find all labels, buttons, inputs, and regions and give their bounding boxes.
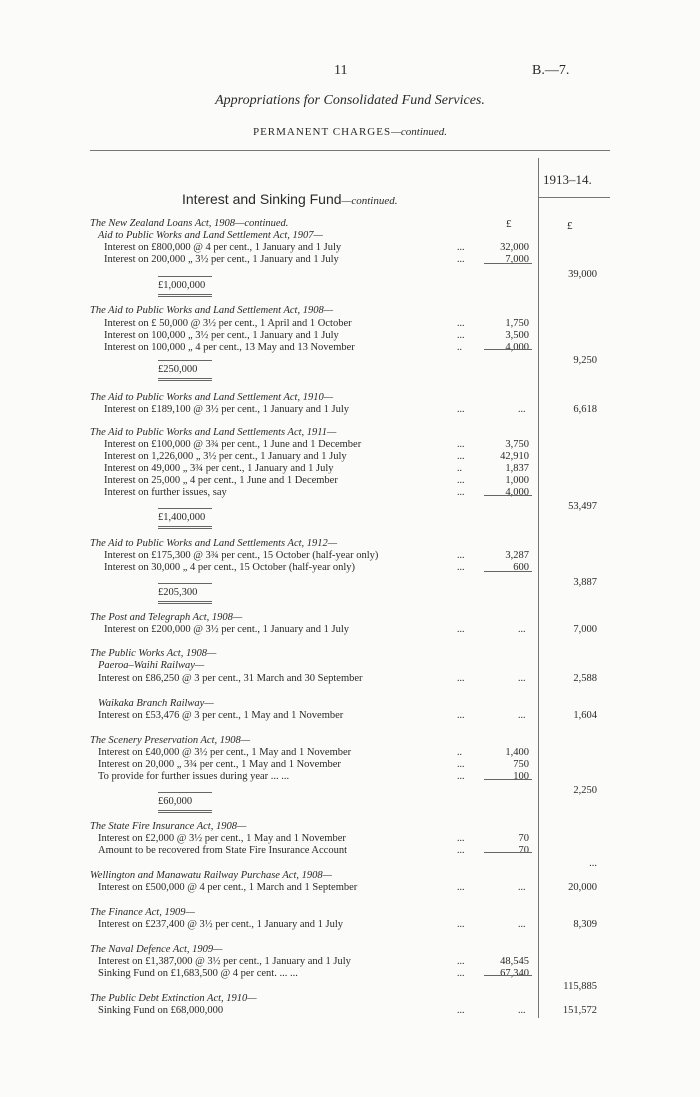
leader-dots: .. [457,342,462,353]
capital-rule-bottom [158,810,212,811]
line-item: Interest on 100,000 „ 4 per cent., 13 May and 13 November [104,342,355,353]
leader-dots: ... [457,330,465,341]
group-total: 2,250 [573,785,597,796]
amount-col1: 70 [518,845,529,856]
capital-rule-top [158,508,212,509]
amount-col2: 20,000 [568,882,597,893]
leader-dots: ... [457,624,465,635]
amount-col1: 750 [513,759,529,770]
sub-heading: Aid to Public Works and Land Settlement Act, 1907— [98,230,323,241]
line-item: Sinking Fund on £1,683,500 @ 4 per cent. ... ... [98,968,298,979]
act-heading: The Aid to Public Works and Land Settlement Act, 1910— [90,392,334,403]
section-title-main: Interest and Sinking Fund [182,191,342,207]
amount-col2: 6,618 [573,404,597,415]
amount-col1: 7,000 [505,254,529,265]
group-total: 3,887 [573,577,597,588]
act-heading: The Aid to Public Works and Land Settlements Act, 1911— [90,427,337,438]
act-heading: The Aid to Public Works and Land Settlements Act, 1912— [90,538,338,549]
line-item: Interest on 1,226,000 „ 3½ per cent., 1 January and 1 July [104,451,347,462]
line-item: Interest on £53,476 @ 3 per cent., 1 May and 1 November [98,710,344,721]
leader-dots: ... [518,710,526,721]
group-total: ... [589,858,597,869]
amount-col1: 3,750 [505,439,529,450]
amount-col2: 2,588 [573,673,597,684]
capital-total: £1,400,000 [158,512,206,523]
capital-rule-bottom [158,296,212,297]
amount-col1: 42,910 [500,451,529,462]
leader-dots: ... [457,404,465,415]
sub-heading: Waikaka Branch Railway— [98,698,214,709]
leader-dots: ... [457,771,465,782]
leader-dots: ... [457,956,465,967]
group-total: 115,885 [563,981,597,992]
amount-col1: 100 [513,771,529,782]
act-heading: The Scenery Preservation Act, 1908— [90,735,251,746]
amount-col1: 4,000 [505,342,529,353]
amount-col2: 7,000 [573,624,597,635]
capital-rule-bottom [158,294,212,295]
amount-col1: 1,400 [505,747,529,758]
act-heading: The Aid to Public Works and Land Settlement Act, 1908— [90,305,334,316]
capital-rule-top [158,792,212,793]
act-heading: The Post and Telegraph Act, 1908— [90,612,243,623]
currency-symbol-col2: £ [567,220,573,232]
line-item: Interest on further issues, say [104,487,227,498]
amount-col2: 1,604 [573,710,597,721]
leader-dots: ... [457,318,465,329]
act-heading: The Public Debt Extinction Act, 1910— [90,993,257,1004]
amount-col1: 70 [518,833,529,844]
subtotal-rule [484,495,532,496]
act-heading: The Public Works Act, 1908— [90,648,217,659]
leader-dots: ... [457,475,465,486]
leader-dots: ... [457,487,465,498]
line-item: To provide for further issues during year ... ... [98,771,290,782]
act-heading: The Finance Act, 1909— [90,907,195,918]
leader-dots: ... [518,919,526,930]
capital-rule-bottom [158,603,212,604]
subtitle-suffix: —continued. [391,126,448,138]
line-item: Interest on £175,300 @ 3¾ per cent., 15 October (half-year only) [104,550,379,561]
capital-rule-bottom [158,378,212,379]
line-item: Interest on £100,000 @ 3¾ per cent., 1 June and 1 December [104,439,362,450]
leader-dots: ... [518,673,526,684]
leader-dots: ... [518,882,526,893]
subtotal-rule [484,349,532,350]
leader-dots: ... [457,451,465,462]
sub-heading: Paeroa–Waihi Railway— [98,660,205,671]
line-item: Interest on 25,000 „ 4 per cent., 1 June and 1 December [104,475,338,486]
leader-dots: ... [457,968,465,979]
subtitle-main: PERMANENT CHARGES [252,126,392,138]
amount-col2: 151,572 [562,1005,597,1016]
capital-total: £1,000,000 [158,280,206,291]
line-item: Interest on 100,000 „ 3½ per cent., 1 January and 1 July [104,330,339,341]
line-item: Amount to be recovered from State Fire Insurance Account [98,845,348,856]
leader-dots: ... [457,759,465,770]
leader-dots: ... [457,673,465,684]
line-item: Interest on 30,000 „ 4 per cent., 15 October (half-year only) [104,562,356,573]
amount-col1: 3,500 [505,330,529,341]
section-title-suffix: —continued. [341,195,398,207]
group-total: 39,000 [568,269,597,280]
leader-dots: ... [518,404,526,415]
leader-dots: ... [457,254,465,265]
year-column-header: 1913–14. [543,172,592,187]
capital-rule-bottom [158,526,212,527]
amount-col1: 3,287 [505,550,529,561]
subtotal-rule [484,263,532,264]
header-rule [90,150,610,151]
capital-rule-bottom [158,528,212,529]
line-item: Interest on £2,000 @ 3½ per cent., 1 May and 1 November [98,833,346,844]
amount-col1: 32,000 [500,242,529,253]
leader-dots: ... [457,439,465,450]
group-total: 53,497 [568,501,597,512]
leader-dots: ... [457,710,465,721]
capital-rule-bottom [158,812,212,813]
leader-dots: ... [518,1005,526,1016]
line-item: Interest on £800,000 @ 4 per cent., 1 January and 1 July [104,242,342,253]
act-heading: The State Fire Insurance Act, 1908— [90,821,247,832]
group-total: 9,250 [573,355,597,366]
line-item: Interest on £200,000 @ 3½ per cent., 1 January and 1 July [104,624,349,635]
act-heading: Wellington and Manawatu Railway Purchase Act, 1908— [90,870,332,881]
act-heading: The Naval Defence Act, 1909— [90,944,223,955]
leader-dots: ... [457,562,465,573]
line-item: Interest on £237,400 @ 3½ per cent., 1 January and 1 July [98,919,343,930]
year-header-rule [538,197,610,198]
leader-dots: ... [518,624,526,635]
line-item: Interest on 49,000 „ 3¾ per cent., 1 January and 1 July [104,463,334,474]
capital-total: £60,000 [158,796,193,807]
amount-col2: 8,309 [573,919,597,930]
amount-col1: 1,750 [505,318,529,329]
currency-symbol-col1: £ [506,218,512,230]
line-item: Interest on 200,000 „ 3½ per cent., 1 January and 1 July [104,254,339,265]
leader-dots: .. [457,747,462,758]
leader-dots: ... [457,1005,465,1016]
line-item: Interest on £189,100 @ 3½ per cent., 1 January and 1 July [104,404,349,415]
line-item: Sinking Fund on £68,000,000 [98,1005,224,1016]
leader-dots: ... [457,242,465,253]
subtotal-rule [484,852,532,853]
amount-col1: 48,545 [500,956,529,967]
subtotal-rule [484,975,532,976]
line-item: Interest on £1,387,000 @ 3½ per cent., 1 January and 1 July [98,956,351,967]
amount-col1: 600 [513,562,529,573]
leader-dots: ... [457,882,465,893]
capital-rule-top [158,583,212,584]
capital-rule-top [158,360,212,361]
subtotal-rule [484,571,532,572]
page-subtitle [0,126,700,138]
column-rule [538,158,539,1018]
capital-rule-top [158,276,212,277]
leader-dots: ... [457,845,465,856]
amount-col1: 4,000 [505,487,529,498]
leader-dots: ... [457,919,465,930]
amount-col1: 67,340 [500,968,529,979]
document-reference: B.—7. [532,63,570,78]
amount-col1: 1,837 [505,463,529,474]
capital-rule-bottom [158,380,212,381]
capital-rule-bottom [158,601,212,602]
subtotal-rule [484,779,532,780]
act-heading: The New Zealand Loans Act, 1908—continued. [90,218,289,229]
capital-total: £250,000 [158,364,198,375]
line-item: Interest on £ 50,000 @ 3½ per cent., 1 April and 1 October [104,318,352,329]
line-item: Interest on £40,000 @ 3½ per cent., 1 May and 1 November [98,747,352,758]
page-number: 11 [334,63,348,78]
capital-total: £205,300 [158,587,198,598]
line-item: Interest on £500,000 @ 4 per cent., 1 March and 1 September [98,882,358,893]
line-item: Interest on 20,000 „ 3¾ per cent., 1 May and 1 November [98,759,341,770]
section-title [182,191,397,207]
line-item: Interest on £86,250 @ 3 per cent., 31 March and 30 September [98,673,363,684]
page-title: Appropriations for Consolidated Fund Services. [215,93,485,108]
amount-col1: 1,000 [505,475,529,486]
leader-dots: ... [457,833,465,844]
leader-dots: .. [457,463,462,474]
leader-dots: ... [457,550,465,561]
